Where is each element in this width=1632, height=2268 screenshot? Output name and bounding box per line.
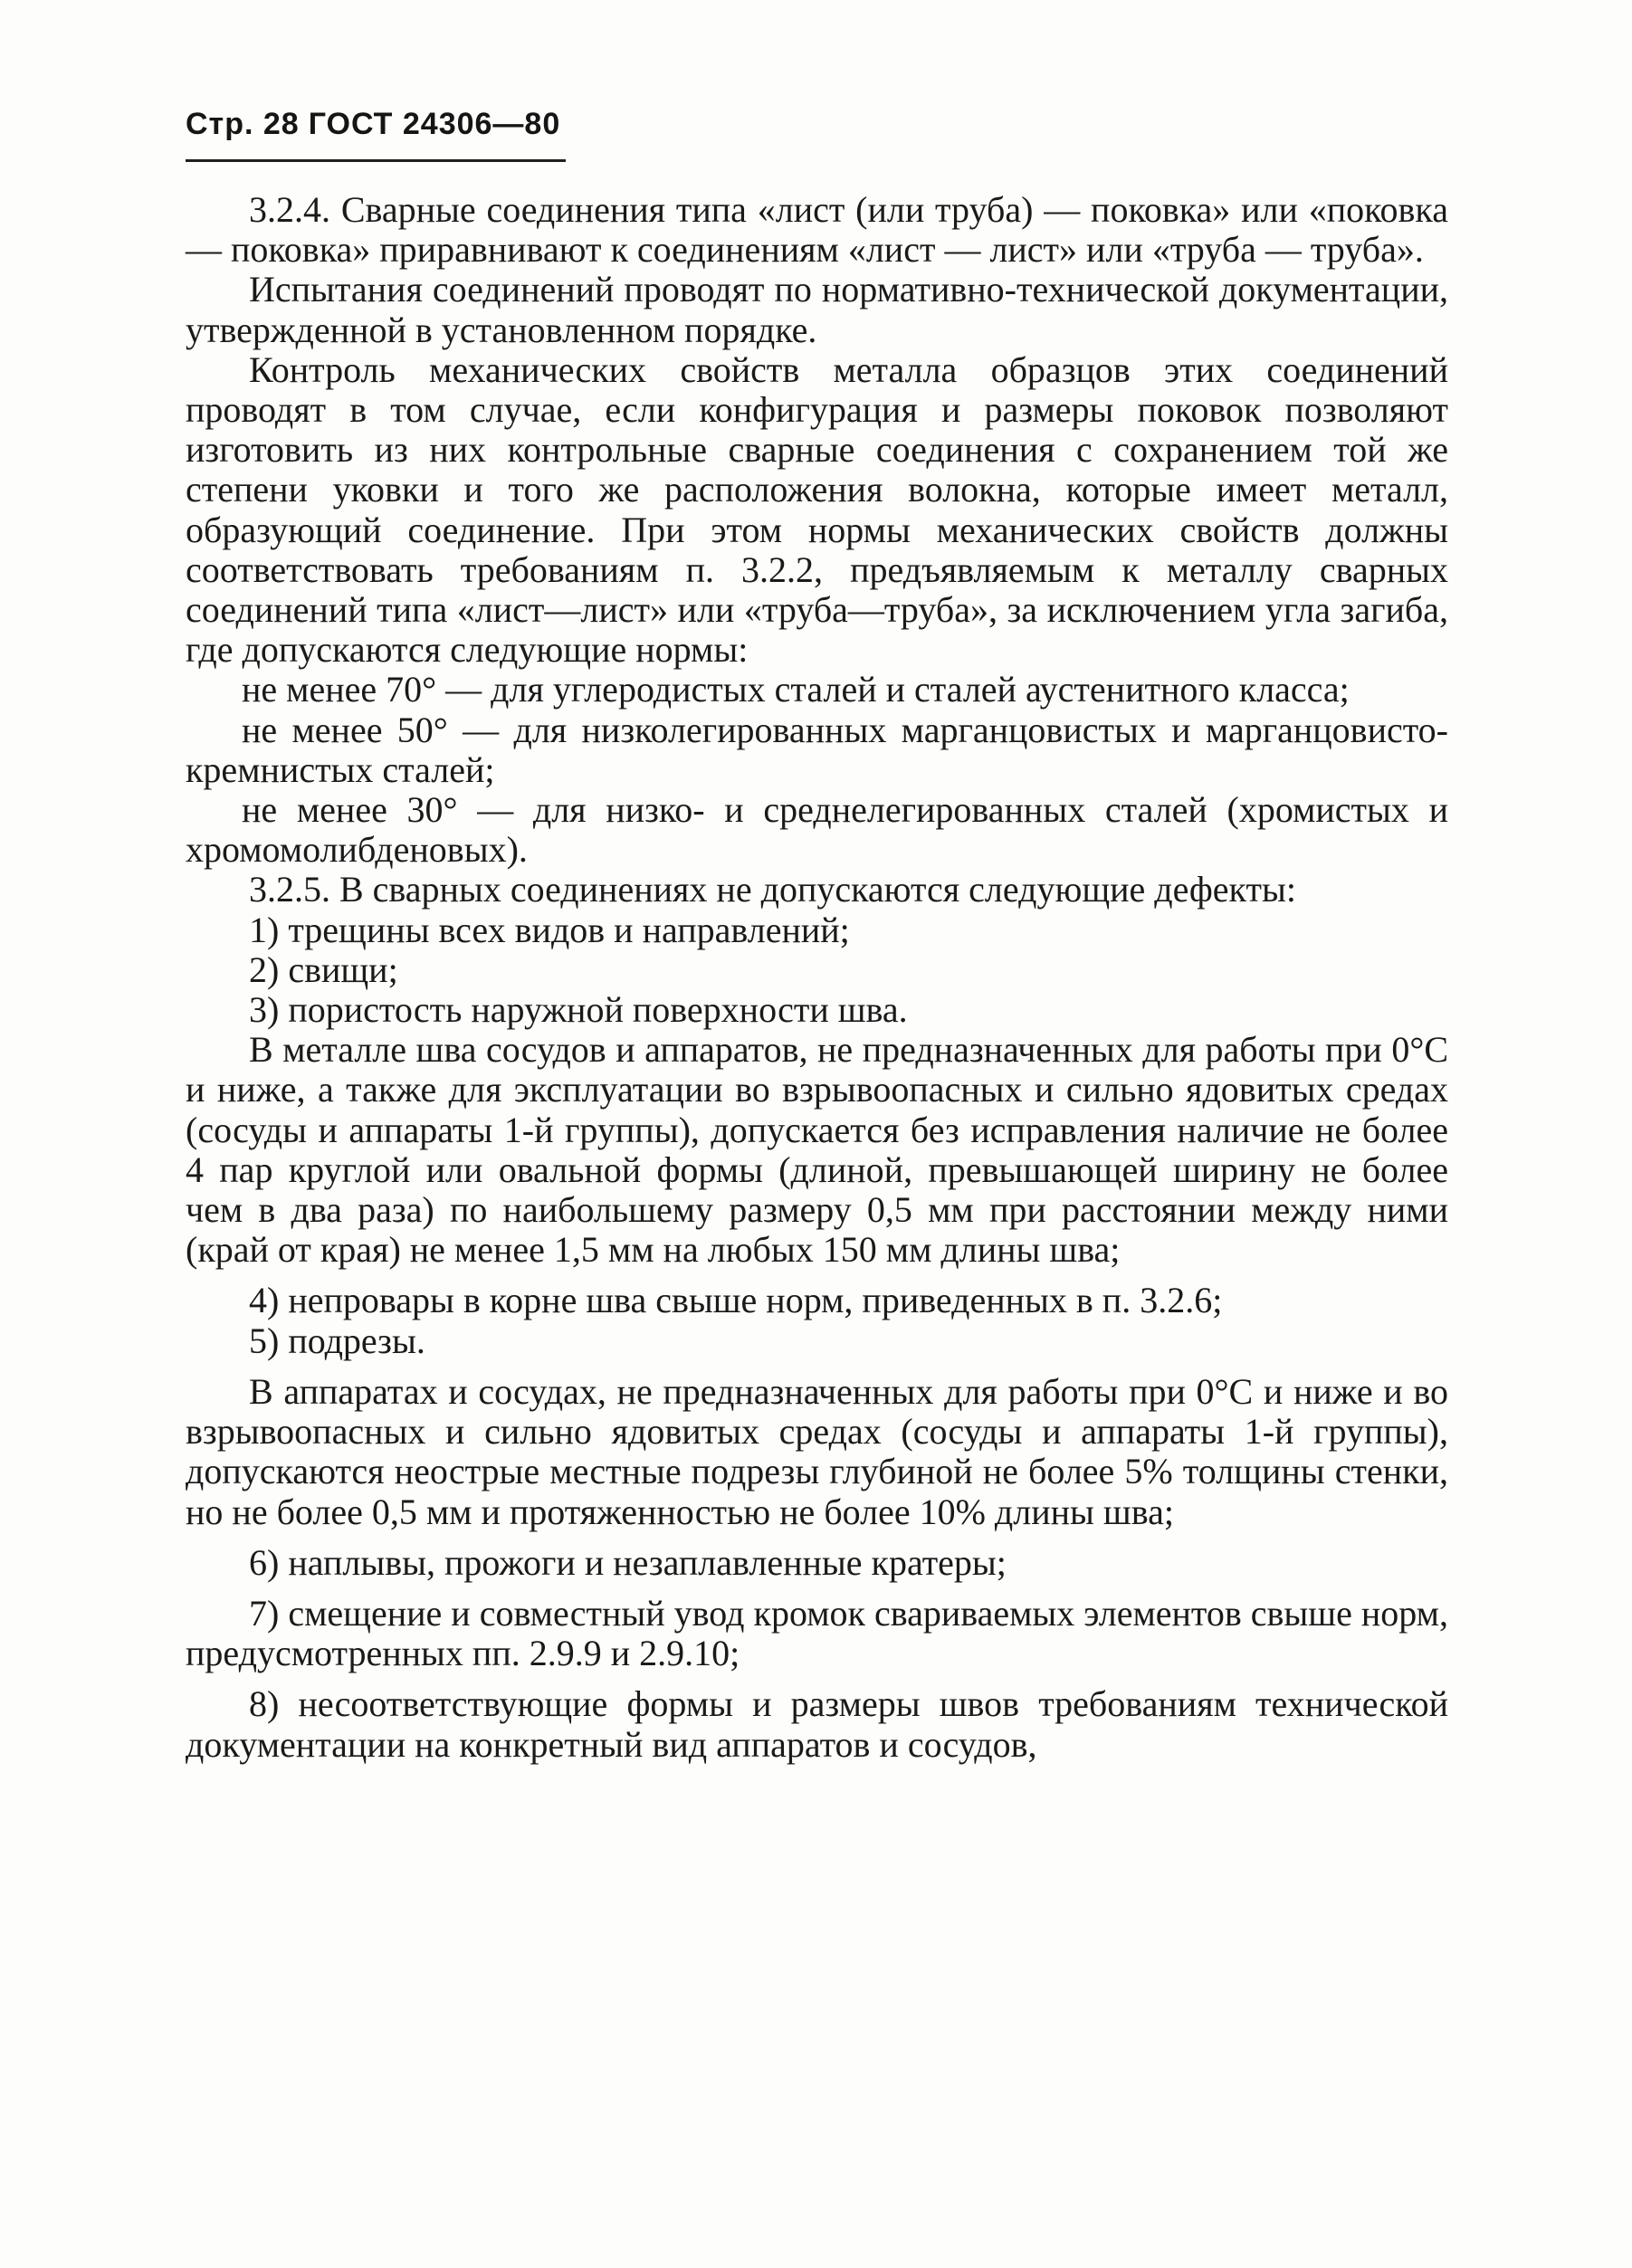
paragraph-pores-allowance: В металле шва сосудов и аппаратов, не предназначенных для работы при 0°С и ниже, а также для эксплуатации во взрывоопасных и сильно ядовитых средах (сосуды и аппараты 1-й группы), допускается без исправления наличие не более 4 пар круглой или овальной формы (длиной, превышающей ширину не более чем в два раза) по наибольшему размеру 0,5 мм при расстоянии между ними (край от края) не менее 1,5 мм на любых 150 мм длины шва; <box>186 1029 1448 1271</box>
norm-item-50: не менее 50° — для низколегированных марганцовистых и марганцовисто-кремнистых сталей; <box>186 709 1448 790</box>
page-number: Стр. 28 <box>186 107 300 141</box>
paragraph-mechanical-control: Контроль механических свойств металла образцов этих соединений проводят в том случае, если конфигурация и размеры поковок позволяют изготовить из них контрольные сварные соединения с сохранением той же степени уковки и того же расположения волокна, которые имеет металл, образующий соединение. При этом нормы механических свойств должны соответствовать требованиям п. 3.2.2, предъявляемым к металлу сварных соединений типа «лист—лист» или «труба—труба», за исключением угла загиба, где допускаются следующие нормы: <box>186 348 1448 671</box>
defect-item-7: 7) смещение и совместный увод кромок свариваемых элементов свыше норм, предусмотренных пп. 2.9.9 и 2.9.10; <box>186 1592 1448 1674</box>
clause-3-2-5: 3.2.5. В сварных соединениях не допускаются следующие дефекты: <box>249 869 1296 910</box>
clause-3-2-4: 3.2.4. Сварные соединения типа «лист (или труба) — поковка» или «поковка — поковка» приравнивают к соединениям «лист — лист» или «труба — труба». <box>186 189 1448 271</box>
norm-item-70: не менее 70° — для углеродистых сталей и сталей аустенитного класса; <box>242 669 1350 710</box>
standard-designation: ГОСТ 24306—80 <box>308 107 561 141</box>
header-rule <box>186 159 566 162</box>
document-body <box>186 190 1448 1765</box>
defect-item-3: 3) пористость наружной поверхности шва. <box>249 989 908 1031</box>
defect-item-5: 5) подрезы. <box>249 1320 425 1361</box>
defect-item-2: 2) свищи; <box>249 948 398 990</box>
paragraph-testing: Испытания соединений проводят по нормативно-технической документации, утвержденной в установленном порядке. <box>186 269 1448 350</box>
defect-item-8: 8) несоответствующие формы и размеры швов требованиям технической документации на конкретный вид аппаратов и сосудов, <box>186 1683 1448 1765</box>
defect-item-4: 4) непровары в корне шва свыше норм, приведенных в п. 3.2.6; <box>249 1280 1223 1321</box>
defect-item-6: 6) наплывы, прожоги и незаплавленные кратеры; <box>249 1541 1007 1583</box>
defect-item-1: 1) трещины всех видов и направлений; <box>249 909 850 950</box>
paragraph-undercut-allowance: В аппаратах и сосудах, не предназначенных для работы при 0°С и ниже и во взрывоопасных и сильно ядовитых средах (сосуды и аппараты 1-й группы), допускаются неострые местные подрезы глубиной не более 5% толщины стенки, но не более 0,5 мм и протяженностью не более 10% длины шва; <box>186 1370 1448 1532</box>
page-header <box>186 107 560 142</box>
norm-item-30: не менее 30° — для низко- и среднелегированных сталей (хромистых и хромомолибденовых). <box>186 789 1448 871</box>
